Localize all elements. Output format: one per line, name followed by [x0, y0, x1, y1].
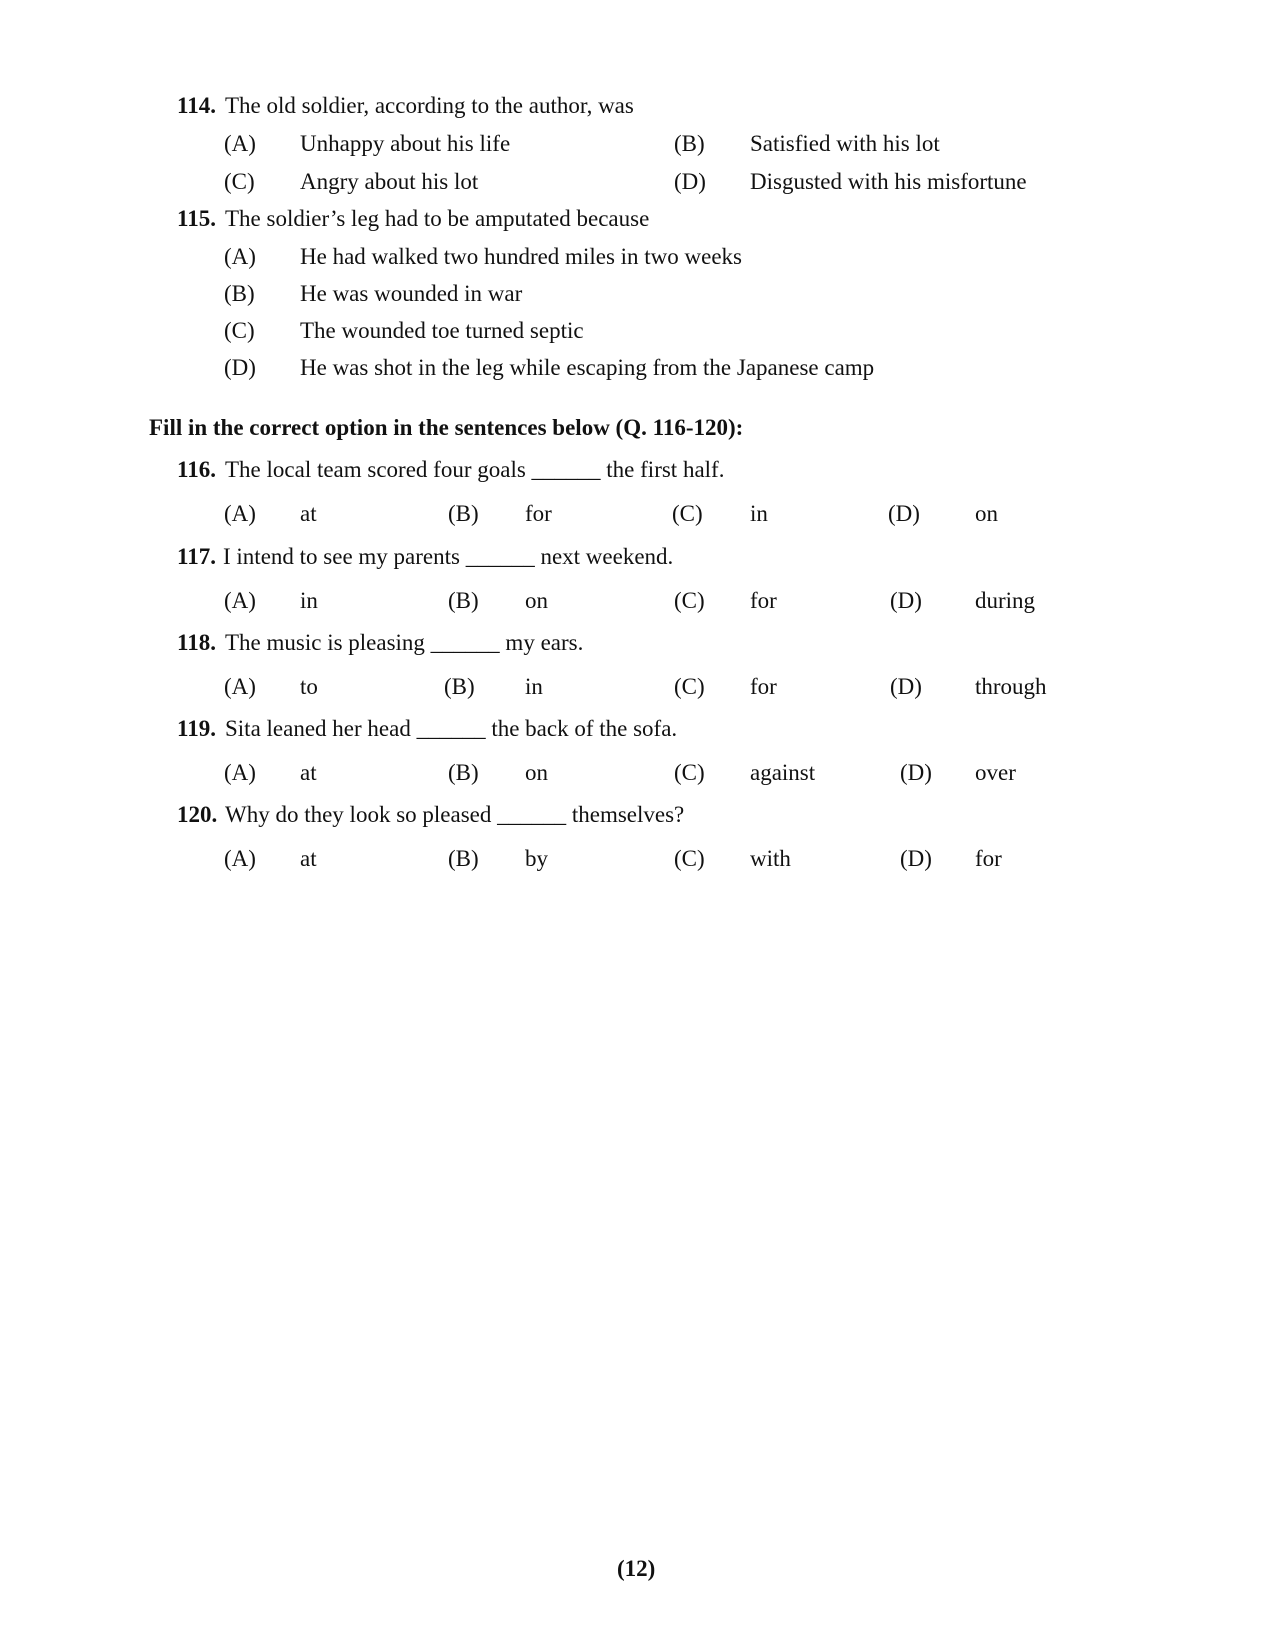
option-label: (A) — [224, 588, 256, 613]
option-text: Satisfied with his lot — [750, 131, 940, 156]
question-text-119: Sita leaned her head ______ the back of the sofa. — [225, 716, 678, 741]
question-number-120: 120. — [177, 802, 218, 827]
question-number-115: 115. — [177, 206, 216, 231]
option-label: (C) — [674, 588, 705, 613]
question-text-117: I intend to see my parents ______ next weekend. — [223, 544, 674, 569]
question-text-115: The soldier’s leg had to be amputated because — [225, 206, 650, 231]
question-text-118: The music is pleasing ______ my ears. — [225, 630, 584, 655]
option-text: He had walked two hundred miles in two weeks — [300, 244, 743, 269]
option-text: through — [975, 674, 1047, 699]
option-label: (D) — [900, 846, 932, 871]
option-text: at — [300, 501, 317, 526]
option-label: (B) — [448, 501, 479, 526]
option-text: in — [300, 588, 318, 613]
section-heading: Fill in the correct option in the sentences below (Q. 116-120): — [149, 415, 744, 440]
option-label: (A) — [224, 846, 256, 871]
option-label: (D) — [890, 588, 922, 613]
option-text: on — [525, 760, 548, 785]
option-text: over — [975, 760, 1016, 785]
question-text-116: The local team scored four goals ______ the first half. — [225, 457, 725, 482]
option-label: (B) — [444, 674, 475, 699]
option-label: (A) — [224, 674, 256, 699]
option-text: during — [975, 588, 1036, 613]
option-text: in — [750, 501, 768, 526]
option-label: (B) — [674, 131, 705, 156]
option-label: (C) — [672, 501, 703, 526]
option-text: The wounded toe turned septic — [300, 318, 584, 343]
option-text: against — [750, 760, 816, 785]
option-label: (D) — [674, 169, 706, 194]
question-number-116: 116. — [177, 457, 216, 482]
option-text: at — [300, 760, 317, 785]
option-text: to — [300, 674, 318, 699]
option-label: (D) — [224, 355, 256, 380]
option-label: (B) — [448, 846, 479, 871]
option-text: He was wounded in war — [300, 281, 523, 306]
option-label: (D) — [900, 760, 932, 785]
option-label: (B) — [224, 281, 255, 306]
option-text: Angry about his lot — [300, 169, 479, 194]
option-text: for — [750, 588, 777, 613]
option-label: (C) — [674, 760, 705, 785]
option-text: on — [525, 588, 548, 613]
option-label: (A) — [224, 131, 256, 156]
question-number-117: 117. — [177, 544, 216, 569]
option-text: on — [975, 501, 998, 526]
question-number-119: 119. — [177, 716, 216, 741]
option-text: for — [975, 846, 1002, 871]
option-text: at — [300, 846, 317, 871]
option-text: by — [525, 846, 548, 871]
option-label: (B) — [448, 760, 479, 785]
option-text: with — [750, 846, 791, 871]
option-text: He was shot in the leg while escaping from the Japanese camp — [300, 355, 875, 380]
option-text: for — [750, 674, 777, 699]
option-text: Disgusted with his misfortune — [750, 169, 1027, 194]
question-number-114: 114. — [177, 93, 216, 118]
question-text-114: The old soldier, according to the author, was — [225, 93, 634, 118]
option-text: Unhappy about his life — [300, 131, 511, 156]
option-label: (A) — [224, 501, 256, 526]
option-label: (C) — [224, 318, 255, 343]
option-text: in — [525, 674, 543, 699]
question-number-118: 118. — [177, 630, 216, 655]
option-label: (D) — [888, 501, 920, 526]
question-text-120: Why do they look so pleased ______ themselves? — [225, 802, 685, 827]
option-label: (C) — [224, 169, 255, 194]
page-number: (12) — [617, 1556, 656, 1581]
option-label: (A) — [224, 760, 256, 785]
option-label: (A) — [224, 244, 256, 269]
option-text: for — [525, 501, 552, 526]
option-label: (C) — [674, 674, 705, 699]
option-label: (B) — [448, 588, 479, 613]
option-label: (D) — [890, 674, 922, 699]
option-label: (C) — [674, 846, 705, 871]
